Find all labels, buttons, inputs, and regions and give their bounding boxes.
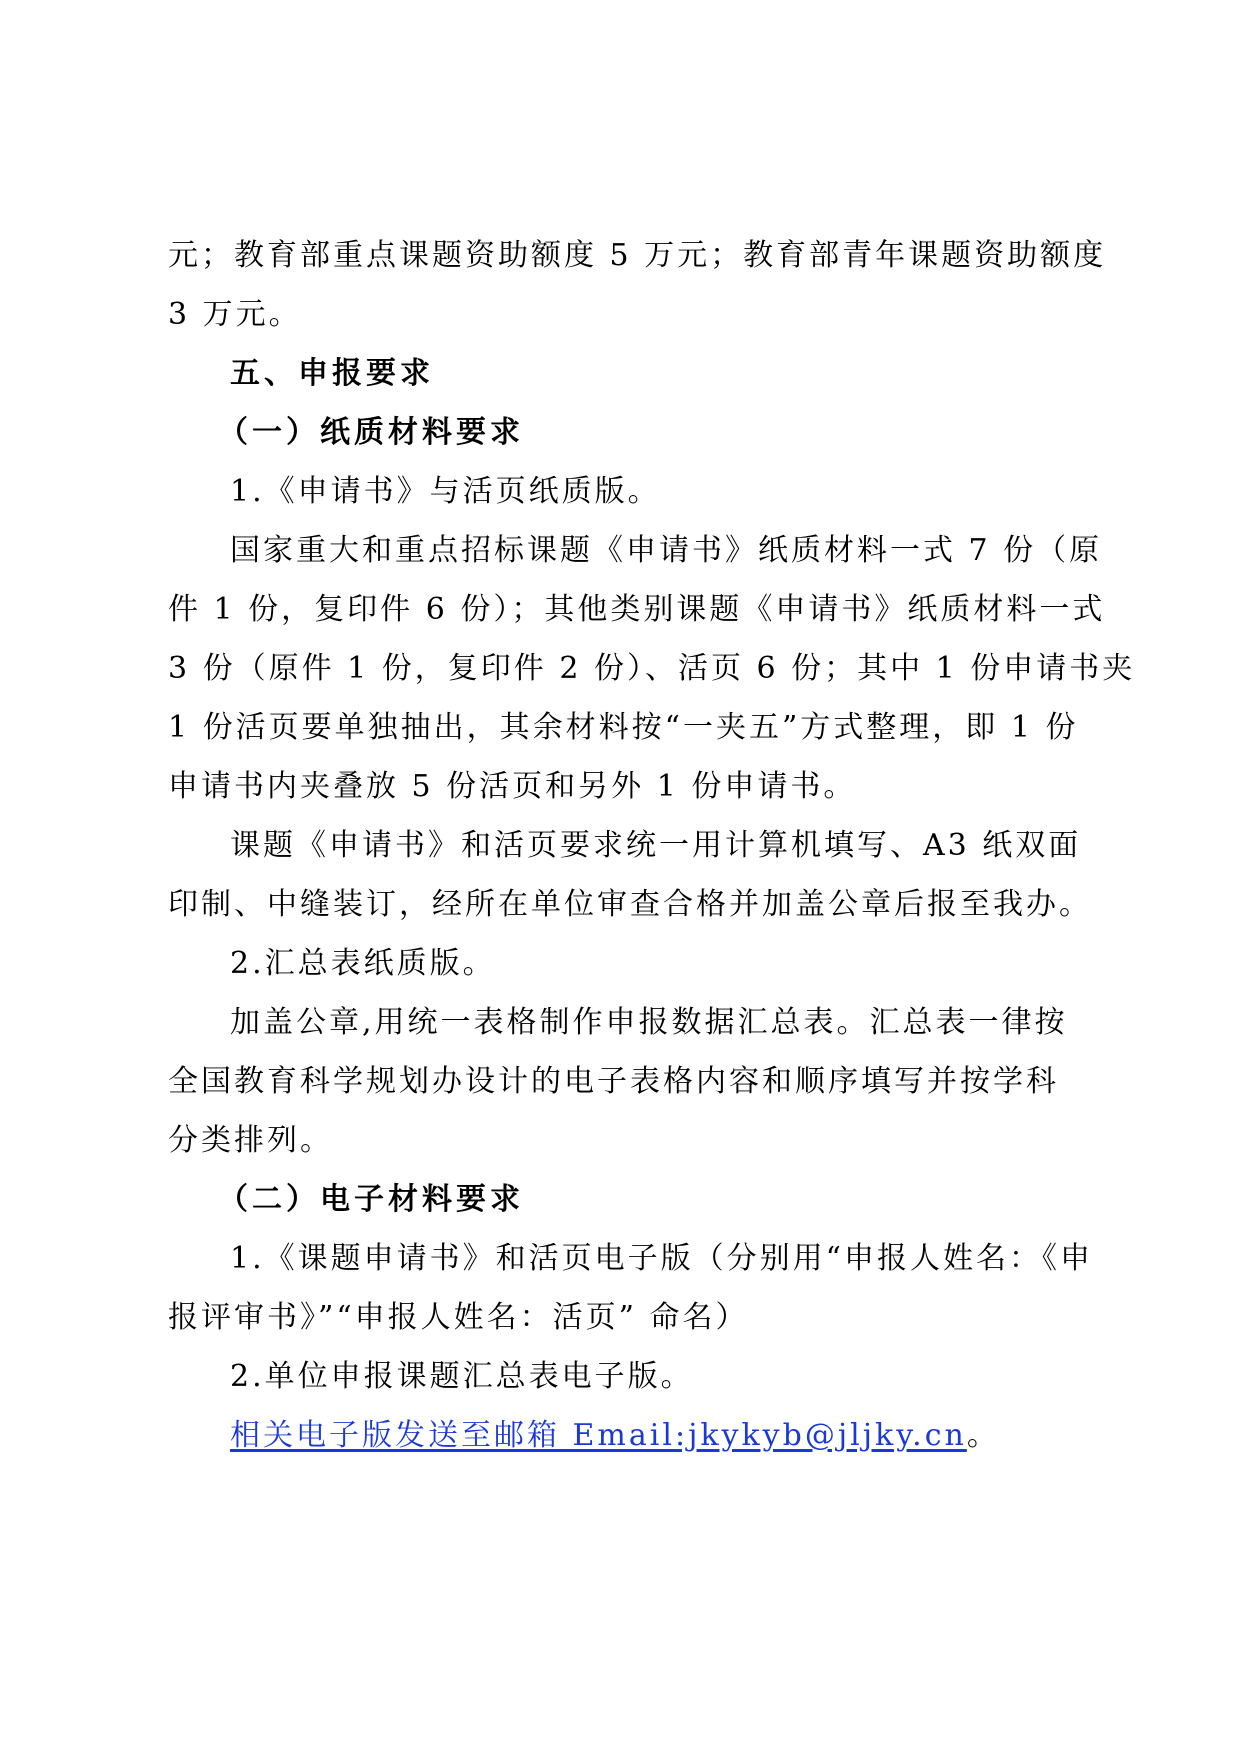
- item-title-summary: 2.汇总表纸质版。: [230, 946, 496, 981]
- email-link[interactable]: 相关电子版发送至邮箱 Email:jkykyb@jljky.cn: [230, 1418, 967, 1453]
- text-line: 全国教育科学规划办设计的电子表格内容和顺序填写并按学科: [168, 1064, 1059, 1099]
- text-line: 1.《课题申请书》和活页电子版（分别用“申报人姓名：《申: [230, 1241, 1093, 1276]
- text-line: 报评审书》”“申报人姓名：活页” 命名）: [168, 1300, 749, 1335]
- email-line-tail: 。: [966, 1418, 1000, 1453]
- paragraph-printing: [168, 816, 1090, 934]
- paragraph-copies: [168, 521, 1136, 816]
- subsection-heading-electronic: （二）电子材料要求: [218, 1182, 524, 1217]
- text-line: 3 万元。: [168, 297, 302, 332]
- text-line: 分类排列。: [168, 1123, 333, 1158]
- text-line: 印制、中缝装订，经所在单位审查合格并加盖公章后报至我办。: [168, 887, 1092, 922]
- text-line: 国家重大和重点招标课题《申请书》纸质材料一式 7 份（原: [230, 533, 1103, 568]
- document-page: [168, 226, 1136, 1465]
- text-line: 申请书内夹叠放 5 份活页和另外 1 份申请书。: [168, 769, 857, 804]
- subsection-heading-paper: （一）纸质材料要求: [218, 415, 524, 450]
- item-title-application: 1.《申请书》与活页纸质版。: [230, 474, 661, 509]
- text-line: 1 份活页要单独抽出，其余材料按“一夹五”方式整理，即 1 份: [168, 710, 1079, 745]
- continuation-paragraph: [168, 226, 1107, 344]
- paragraph-electronic-item1: [168, 1229, 1093, 1347]
- text-line: 件 1 份，复印件 6 份）；其他类别课题《申请书》纸质材料一式: [168, 592, 1106, 627]
- item-electronic-summary: 2.单位申报课题汇总表电子版。: [230, 1359, 694, 1394]
- paragraph-summary: [168, 993, 1090, 1170]
- section-heading: 五、申报要求: [230, 356, 434, 391]
- text-line: 加盖公章,用统一表格制作申报数据汇总表。汇总表一律按: [230, 1005, 1068, 1040]
- text-line: 3 份（原件 1 份，复印件 2 份）、活页 6 份；其中 1 份申请书夹: [168, 651, 1136, 686]
- text-line: 课题《申请书》和活页要求统一用计算机填写、A3 纸双面: [230, 828, 1082, 863]
- email-line: [168, 1406, 1090, 1465]
- text-line: 元；教育部重点课题资助额度 5 万元；教育部青年课题资助额度: [168, 238, 1107, 273]
